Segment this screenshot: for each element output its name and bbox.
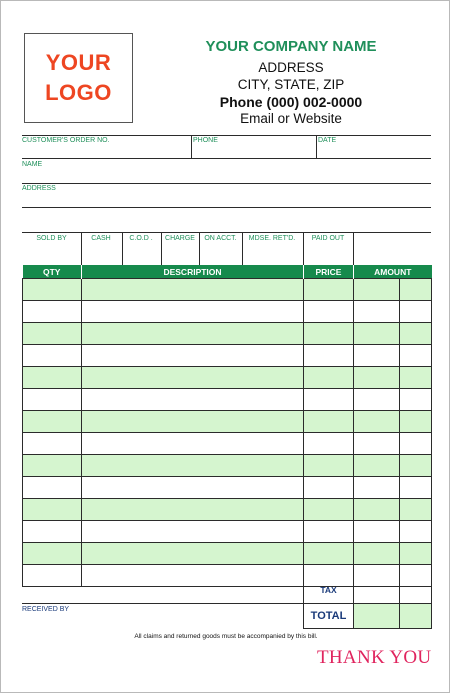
phone-label: PHONE <box>193 137 218 144</box>
amount-cents-cell[interactable] <box>400 279 432 301</box>
description-cell[interactable] <box>82 345 304 367</box>
divider <box>399 581 400 629</box>
description-cell[interactable] <box>82 301 304 323</box>
received-by-label: RECEIVED BY <box>22 606 70 613</box>
description-cell[interactable] <box>82 499 304 521</box>
amount-cell[interactable] <box>354 499 400 521</box>
table-row <box>23 367 432 389</box>
table-row <box>23 455 432 477</box>
table-row <box>23 499 432 521</box>
logo-line-2: LOGO <box>45 80 112 105</box>
price-cell[interactable] <box>304 323 354 345</box>
description-cell[interactable] <box>82 367 304 389</box>
address-label: ADDRESS <box>22 185 56 192</box>
qty-cell[interactable] <box>23 367 82 389</box>
table-row <box>23 543 432 565</box>
qty-cell[interactable] <box>23 565 82 587</box>
amount-cell[interactable] <box>354 301 400 323</box>
paid-out-label: PAID OUT <box>311 235 345 242</box>
amount-cell[interactable] <box>354 389 400 411</box>
cash-label: CASH <box>91 235 111 242</box>
amount-cents-cell[interactable] <box>400 367 432 389</box>
price-cell[interactable] <box>304 477 354 499</box>
qty-cell[interactable] <box>23 411 82 433</box>
table-row <box>23 323 432 345</box>
qty-cell[interactable] <box>23 279 82 301</box>
name-label: NAME <box>22 161 43 168</box>
company-city-state-zip: CITY, STATE, ZIP <box>237 77 345 92</box>
divider <box>303 628 431 629</box>
amount-cents-cell[interactable] <box>400 301 432 323</box>
amount-cents-cell[interactable] <box>400 455 432 477</box>
tax-label: TAX <box>320 585 337 595</box>
amount-cell[interactable] <box>354 279 400 301</box>
customer-order-label: CUSTOMER'S ORDER NO. <box>22 137 110 144</box>
description-cell[interactable] <box>82 521 304 543</box>
qty-cell[interactable] <box>23 345 82 367</box>
sold-by-label: SOLD BY <box>36 235 67 242</box>
divider <box>316 135 317 158</box>
description-cell[interactable] <box>82 565 304 587</box>
price-cell[interactable] <box>304 279 354 301</box>
amount-cents-cell[interactable] <box>400 565 432 587</box>
amount-cents-cell[interactable] <box>400 411 432 433</box>
amount-cell[interactable] <box>354 323 400 345</box>
divider <box>431 581 432 629</box>
amount-cell[interactable] <box>354 455 400 477</box>
description-cell[interactable] <box>82 455 304 477</box>
divider <box>22 207 431 208</box>
date-label: DATE <box>318 137 337 144</box>
price-cell[interactable] <box>304 565 354 587</box>
company-web: Email or Website <box>240 111 342 126</box>
qty-cell[interactable] <box>23 499 82 521</box>
table-row <box>23 301 432 323</box>
price-cell[interactable] <box>304 367 354 389</box>
qty-cell[interactable] <box>23 477 82 499</box>
price-cell[interactable] <box>304 345 354 367</box>
qty-cell[interactable] <box>23 323 82 345</box>
amount-cents-cell[interactable] <box>400 477 432 499</box>
qty-cell[interactable] <box>23 301 82 323</box>
table-row <box>23 411 432 433</box>
amount-cents-cell[interactable] <box>400 345 432 367</box>
qty-cell[interactable] <box>23 433 82 455</box>
logo-line-1: YOUR <box>45 50 112 75</box>
amount-cents-cell[interactable] <box>400 433 432 455</box>
description-cell[interactable] <box>82 279 304 301</box>
total-amount-cell[interactable] <box>354 604 399 628</box>
amount-cell[interactable] <box>354 521 400 543</box>
divider <box>353 581 354 629</box>
price-header: PRICE <box>304 265 354 279</box>
item-rows <box>23 279 432 587</box>
description-header: DESCRIPTION <box>82 265 304 279</box>
price-cell[interactable] <box>304 433 354 455</box>
table-row <box>23 433 432 455</box>
company-phone: Phone (000) 002-0000 <box>219 94 363 110</box>
amount-cell[interactable] <box>354 477 400 499</box>
amount-cell[interactable] <box>354 345 400 367</box>
price-cell[interactable] <box>304 521 354 543</box>
divider <box>22 603 431 604</box>
description-cell[interactable] <box>82 433 304 455</box>
claims-note: All claims and returned goods must be accompanied by this bill. <box>134 633 318 640</box>
amount-cell[interactable] <box>354 411 400 433</box>
charge-label: CHARGE <box>165 235 195 242</box>
company-name: YOUR COMPANY NAME <box>205 38 377 55</box>
divider <box>22 232 431 233</box>
total-label: TOTAL <box>310 610 347 622</box>
qty-header: QTY <box>23 265 82 279</box>
description-cell[interactable] <box>82 411 304 433</box>
divider <box>22 158 431 159</box>
amount-cell[interactable] <box>354 433 400 455</box>
amount-header: AMOUNT <box>354 265 432 279</box>
table-row <box>23 521 432 543</box>
items-table <box>22 265 432 587</box>
divider <box>22 183 431 184</box>
table-row <box>23 389 432 411</box>
description-cell[interactable] <box>82 323 304 345</box>
amount-cents-cell[interactable] <box>400 389 432 411</box>
amount-cell[interactable] <box>354 367 400 389</box>
qty-cell[interactable] <box>23 389 82 411</box>
logo-placeholder <box>24 33 133 123</box>
qty-cell[interactable] <box>23 521 82 543</box>
qty-cell[interactable] <box>23 543 82 565</box>
price-cell[interactable] <box>304 411 354 433</box>
amount-cell[interactable] <box>354 543 400 565</box>
cod-label: C.O.D . <box>129 235 153 242</box>
amount-cents-cell[interactable] <box>400 323 432 345</box>
divider <box>353 232 354 265</box>
price-cell[interactable] <box>304 301 354 323</box>
qty-cell[interactable] <box>23 455 82 477</box>
total-cents-cell[interactable] <box>400 604 431 628</box>
table-row <box>23 345 432 367</box>
divider <box>22 135 431 136</box>
divider <box>191 135 192 158</box>
amount-cell[interactable] <box>354 565 400 587</box>
price-cell[interactable] <box>304 543 354 565</box>
thank-you-text: THANK YOU <box>317 647 432 668</box>
mdse-retd-label: MDSE. RET'D. <box>248 235 296 242</box>
amount-cents-cell[interactable] <box>400 499 432 521</box>
description-cell[interactable] <box>82 389 304 411</box>
price-cell[interactable] <box>304 455 354 477</box>
amount-cents-cell[interactable] <box>400 521 432 543</box>
on-acct-label: ON ACCT. <box>204 235 237 242</box>
price-cell[interactable] <box>304 499 354 521</box>
amount-cents-cell[interactable] <box>400 543 432 565</box>
table-row <box>23 565 432 587</box>
company-address: ADDRESS <box>258 60 324 75</box>
price-cell[interactable] <box>304 389 354 411</box>
description-cell[interactable] <box>82 543 304 565</box>
table-row <box>23 279 432 301</box>
description-cell[interactable] <box>82 477 304 499</box>
table-row <box>23 477 432 499</box>
